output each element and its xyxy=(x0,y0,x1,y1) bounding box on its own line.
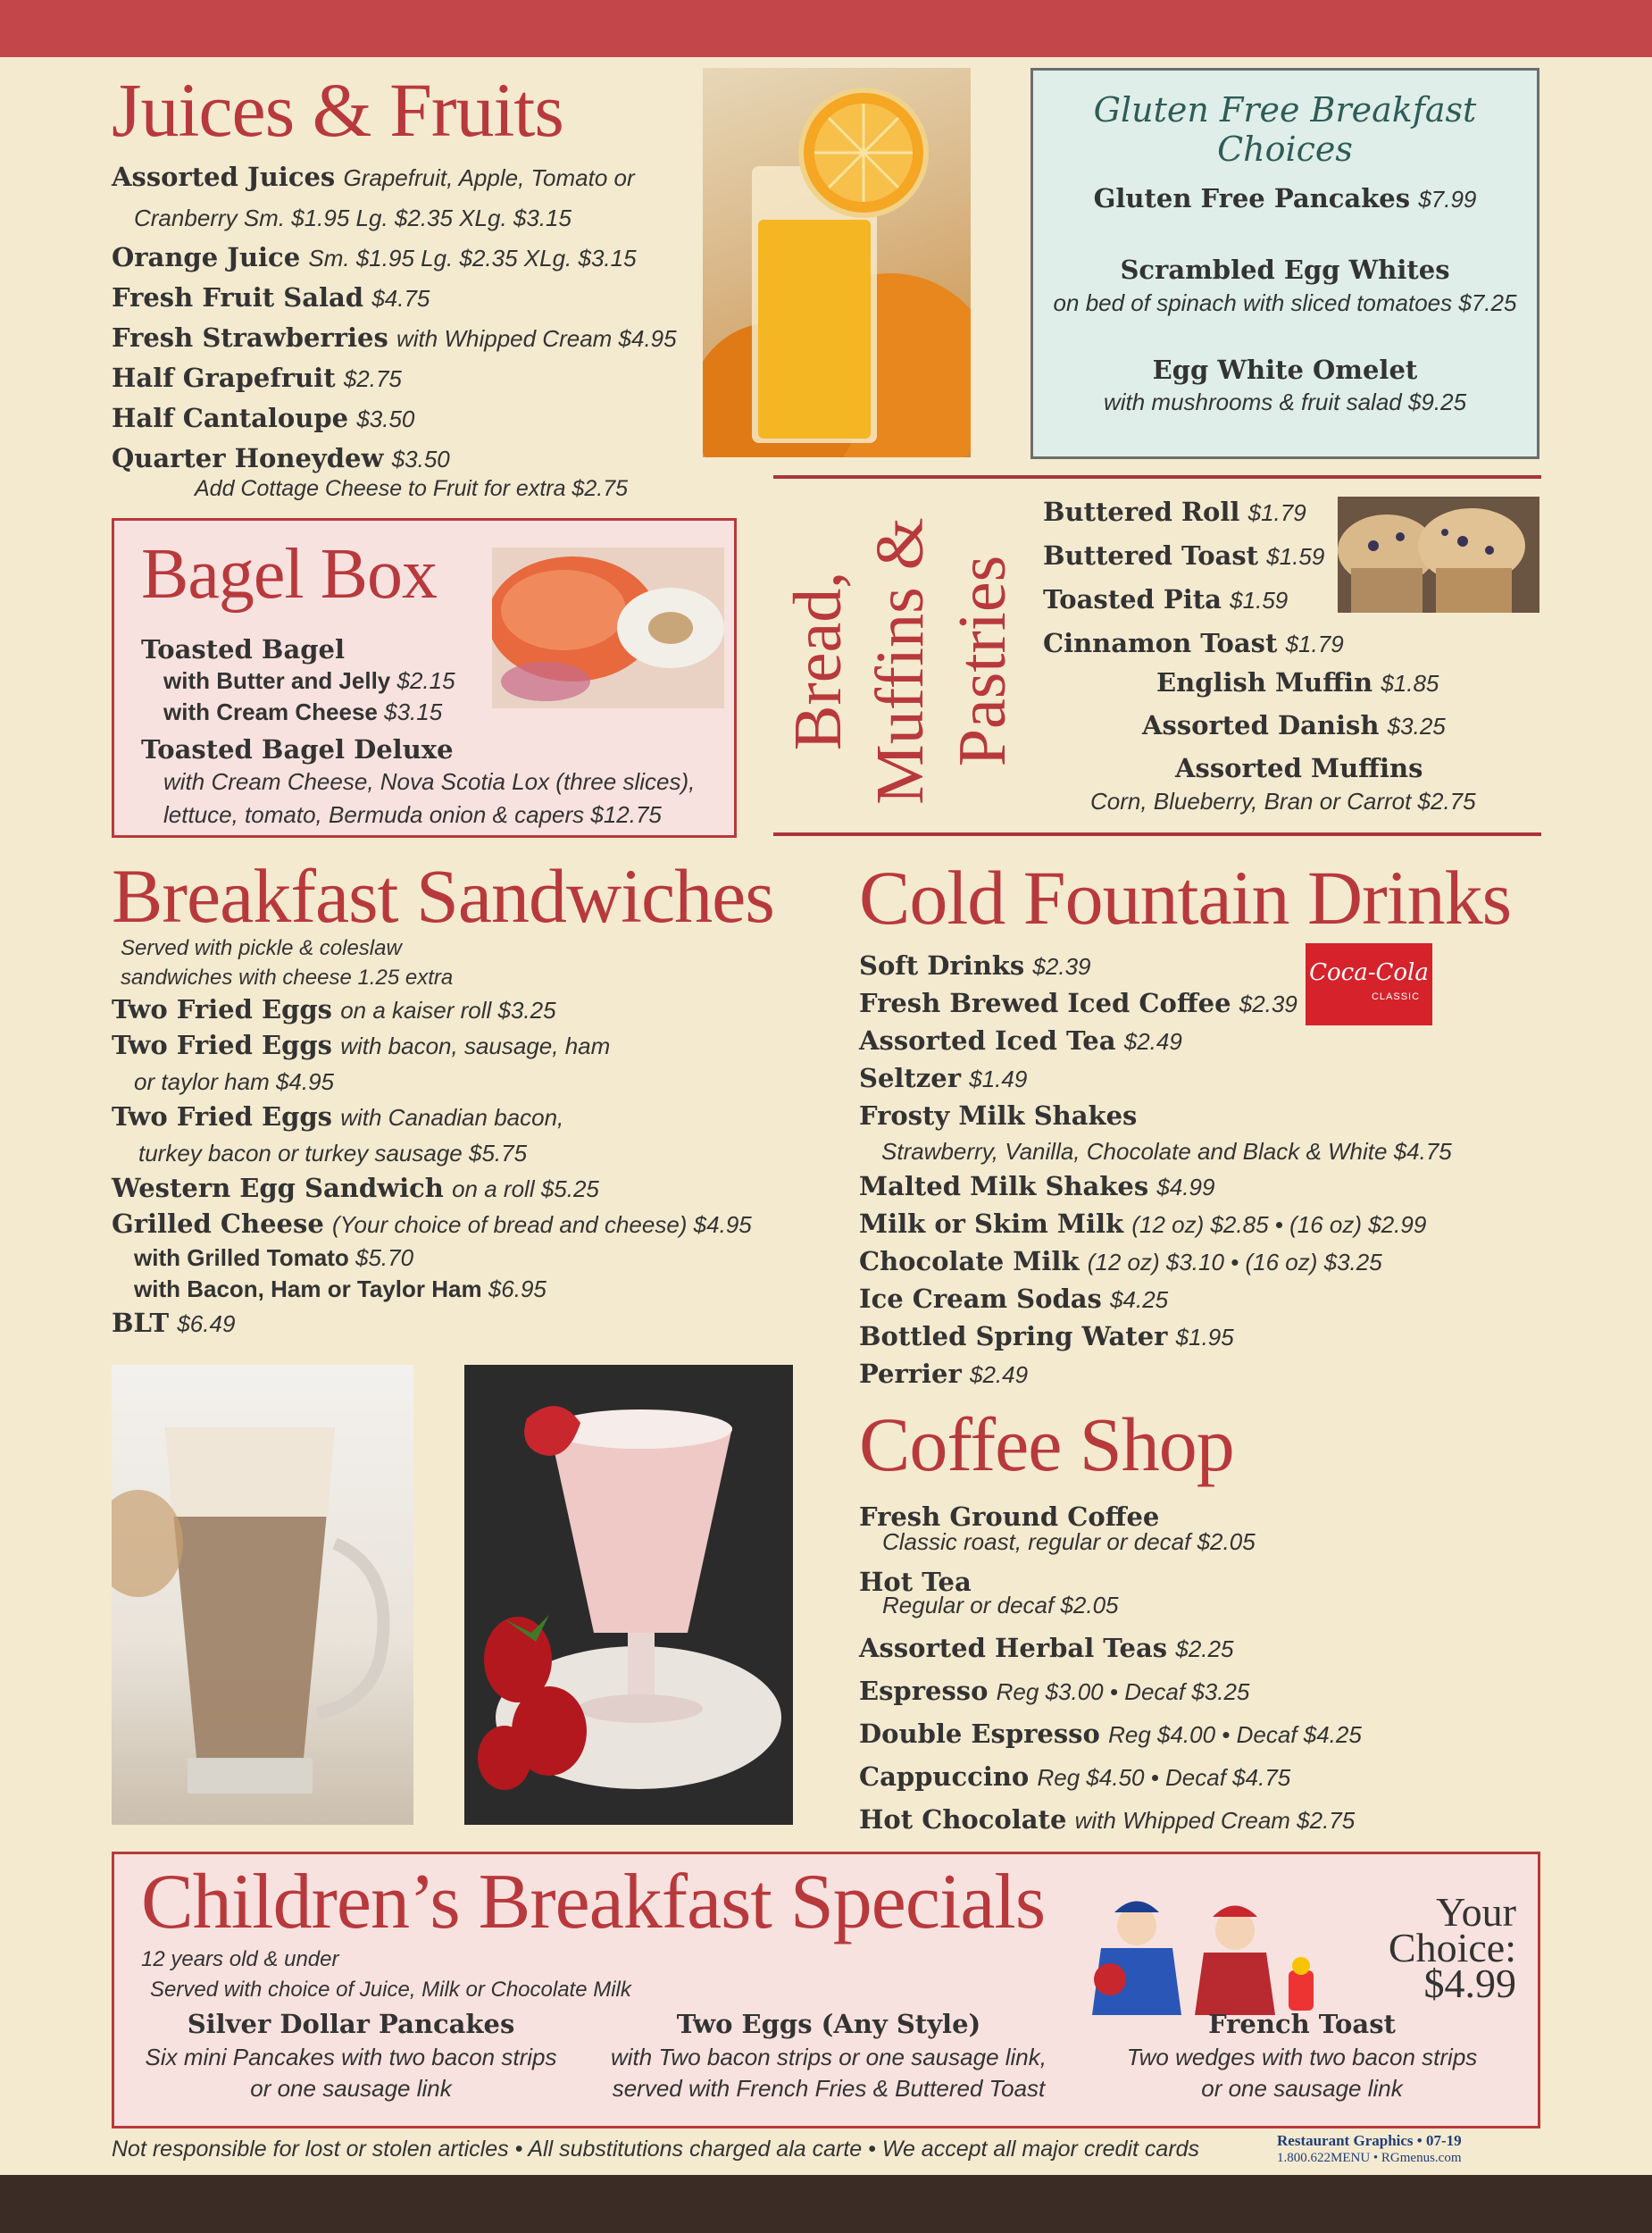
list-item: Toasted Bagel Deluxe xyxy=(141,734,454,765)
list-item-desc: with Cream Cheese, Nova Scotia Lox (three slices), xyxy=(163,768,696,795)
juices-title: Juices & Fruits xyxy=(112,67,563,153)
list-item-desc: on bed of spinach with sliced tomatoes $7.25 xyxy=(1053,289,1517,316)
kids-title: Children’s Breakfast Specials xyxy=(141,1859,1046,1945)
milkshake-photo xyxy=(464,1365,793,1825)
coca-cola-logo: Coca-Cola CLASSIC xyxy=(1306,943,1432,1025)
list-item: Buttered Toast $1.59 xyxy=(1043,540,1325,571)
list-item: Hot Tea xyxy=(859,1567,972,1597)
gluten-free-box xyxy=(1030,68,1539,459)
list-item: Scrambled Egg Whites xyxy=(1120,255,1450,285)
list-item: Chocolate Milk (12 oz) $3.10 • (16 oz) $3.25 xyxy=(859,1246,1382,1276)
list-item: Grilled Cheese (Your choice of bread and cheese) $4.95 xyxy=(112,1208,752,1239)
list-item: English Muffin $1.85 xyxy=(1156,667,1439,698)
list-item: with Butter and Jelly $2.15 xyxy=(163,667,455,694)
list-item: Seltzer $1.49 xyxy=(859,1063,1028,1093)
bagel-photo xyxy=(492,548,724,708)
list-item: Two Fried Eggs on a kaiser roll $3.25 xyxy=(112,994,556,1025)
list-item: Half Cantaloupe $3.50 xyxy=(112,403,415,433)
list-item: Buttered Roll $1.79 xyxy=(1043,497,1306,527)
list-item: Toasted Pita $1.59 xyxy=(1043,584,1289,615)
list-item: Frosty Milk Shakes xyxy=(859,1100,1138,1131)
juices-note: Add Cottage Cheese to Fruit for extra $2.75 xyxy=(195,476,628,501)
bread-list xyxy=(1043,490,1344,665)
list-item: Perrier $2.49 xyxy=(859,1359,1029,1389)
list-item: Two Fried Eggs with bacon, sausage, ham xyxy=(112,1030,611,1060)
list-item: Fresh Brewed Iced Coffee $2.39 xyxy=(859,988,1297,1018)
list-item: Assorted Herbal Teas $2.25 xyxy=(859,1633,1234,1663)
bagel-box xyxy=(112,518,737,838)
list-item: turkey bacon or turkey sausage $5.75 xyxy=(138,1140,528,1167)
list-item: Fresh Ground Coffee xyxy=(859,1501,1160,1532)
kids-note: 12 years old & under xyxy=(141,1947,339,1971)
list-item-desc: Classic roast, regular or decaf $2.05 xyxy=(882,1528,1256,1555)
list-item: with Bacon, Ham or Taylor Ham $6.95 xyxy=(134,1275,546,1302)
list-item-desc: Strawberry, Vanilla, Chocolate and Black & White $4.75 xyxy=(881,1138,1452,1165)
list-item: Fresh Fruit Salad $4.75 xyxy=(112,282,430,313)
list-item: Assorted Juices Grapefruit, Apple, Tomato or xyxy=(112,162,635,192)
list-item: Hot Chocolate with Whipped Cream $2.75 xyxy=(859,1804,1356,1835)
list-item: or taylor ham $4.95 xyxy=(134,1068,335,1095)
list-item: Fresh Strawberries with Whipped Cream $4.95 xyxy=(112,322,677,353)
gluten-free-title: Gluten Free Breakfast Choices xyxy=(1093,90,1477,169)
latte-photo xyxy=(112,1365,413,1825)
kids-option-pancakes: Silver Dollar Pancakes Six mini Pancakes with two bacon strips or one sausage link xyxy=(145,2009,557,2102)
list-item-desc: Corn, Blueberry, Bran or Carrot $2.75 xyxy=(1090,788,1476,815)
list-item: Egg White Omelet xyxy=(1152,355,1418,385)
sandwiches-note: sandwiches with cheese 1.25 extra xyxy=(121,966,454,990)
kids-option-french-toast: French Toast Two wedges with two bacon strips or one sausage link xyxy=(1126,2009,1478,2102)
sandwiches-title: Breakfast Sandwiches xyxy=(112,853,774,939)
list-item-desc: lettuce, tomato, Bermuda onion & capers $12.75 xyxy=(163,801,662,828)
list-item: with Grilled Tomato $5.70 xyxy=(134,1244,414,1271)
list-item: Cranberry Sm. $1.95 Lg. $2.35 XLg. $3.15 xyxy=(134,205,572,231)
kids-note: Served with choice of Juice, Milk or Chocolate Milk xyxy=(150,1978,631,2002)
kids-mascot-illustration xyxy=(1079,1886,1338,2020)
list-item: Gluten Free Pancakes $7.99 xyxy=(1093,183,1477,213)
list-item: Quarter Honeydew $3.50 xyxy=(112,443,450,473)
orange-juice-photo xyxy=(703,68,971,457)
kids-option-eggs: Two Eggs (Any Style) with Two bacon strips or one sausage link, served with French Fries & Buttered Toast xyxy=(611,2009,1047,2102)
list-item: Half Grapefruit $2.75 xyxy=(112,363,402,393)
list-item: with Cream Cheese $3.15 xyxy=(163,698,443,725)
muffins-photo xyxy=(1338,497,1539,613)
list-item: Soft Drinks $2.39 xyxy=(859,950,1091,981)
bagel-title: Bagel Box xyxy=(141,535,437,614)
list-item: Bottled Spring Water $1.95 xyxy=(859,1321,1234,1351)
list-item: Assorted Danish $3.25 xyxy=(1142,710,1446,740)
list-item-desc: with mushrooms & fruit salad $9.25 xyxy=(1103,389,1467,415)
list-item: Orange Juice Sm. $1.95 Lg. $2.35 XLg. $3.15 xyxy=(112,242,637,272)
list-item: Cappuccino Reg $4.50 • Decaf $4.75 xyxy=(859,1761,1291,1792)
list-item: Assorted Muffins xyxy=(1175,753,1423,783)
list-item: Assorted Iced Tea $2.49 xyxy=(859,1025,1182,1056)
list-item: Espresso Reg $3.00 • Decaf $3.25 xyxy=(859,1676,1250,1706)
divider xyxy=(773,475,1541,479)
kids-box xyxy=(112,1852,1540,2128)
juices-list xyxy=(112,157,677,479)
list-item: Western Egg Sandwich on a roll $5.25 xyxy=(112,1173,599,1203)
footer-disclaimer: Not responsible for lost or stolen articles • All substitutions charged ala carte • We accept all major credit cards xyxy=(112,2137,1200,2162)
coffee-title: Coffee Shop xyxy=(859,1401,1234,1487)
list-item: Milk or Skim Milk (12 oz) $2.85 • (16 oz) $2.99 xyxy=(859,1208,1427,1239)
list-item: BLT $6.49 xyxy=(112,1308,236,1338)
list-item: Malted Milk Shakes $4.99 xyxy=(859,1171,1215,1201)
list-item: Cinnamon Toast $1.79 xyxy=(1043,628,1344,658)
coffee-list xyxy=(859,1627,1362,1842)
bottom-banner xyxy=(0,2175,1652,2233)
list-item: Ice Cream Sodas $4.25 xyxy=(859,1284,1169,1314)
your-choice-label: Your Choice: $4.99 xyxy=(1388,1889,1516,2006)
sandwiches-list xyxy=(112,992,752,1342)
list-item-desc: Regular or decaf $2.05 xyxy=(882,1592,1119,1618)
list-item: Two Fried Eggs with Canadian bacon, xyxy=(112,1101,564,1132)
restaurant-graphics-logo: Restaurant Graphics • 07-19 1.800.622MENU • RGmenus.com xyxy=(1277,2132,1462,2165)
sandwiches-note: Served with pickle & coleslaw xyxy=(121,936,402,960)
fountain-title: Cold Fountain Drinks xyxy=(859,855,1512,941)
top-banner xyxy=(0,0,1652,57)
list-item: Toasted Bagel xyxy=(141,634,345,665)
list-item: Double Espresso Reg $4.00 • Decaf $4.25 xyxy=(859,1719,1362,1749)
bread-title: Bread, Muffins & Pastries xyxy=(780,517,1020,805)
